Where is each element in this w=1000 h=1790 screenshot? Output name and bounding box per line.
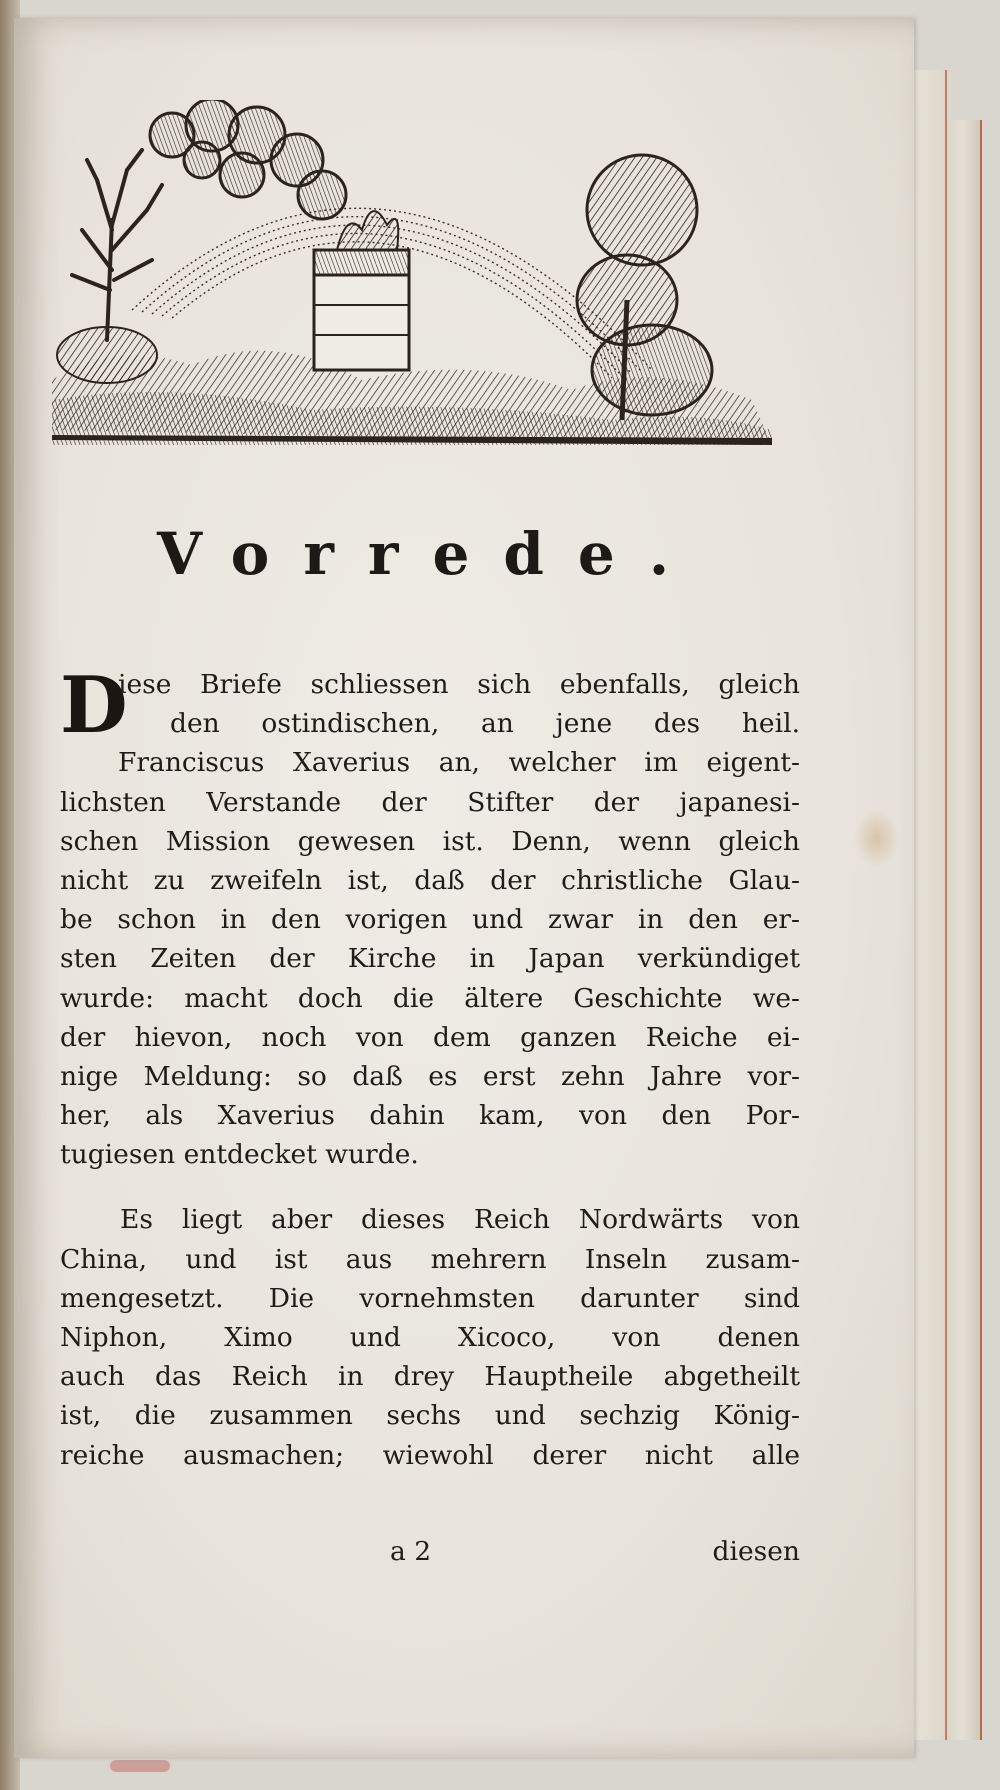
signature-mark: a 2 (390, 1536, 432, 1567)
text-line: mengesetzt. Die vornehmsten darunter sind (60, 1282, 800, 1314)
text-line: lichsten Verstande der Stifter der japanesi- (60, 786, 800, 818)
paragraph-2 (60, 1200, 800, 1474)
text-line: iese Briefe schliessen sich ebenfalls, gleich (118, 669, 800, 700)
page-title: Vorrede. (156, 520, 704, 588)
text-line: Franciscus Xaverius an, welcher im eigent- (118, 747, 800, 779)
text-line: der hievon, noch von dem ganzen Reiche ei- (60, 1021, 800, 1053)
smoke-cloud (150, 100, 346, 219)
drop-cap: D (60, 660, 128, 751)
text-line: nige Meldung: so daß es erst zehn Jahre vor- (60, 1060, 800, 1092)
red-edge-mark (110, 1760, 170, 1772)
text-line: den ostindischen, an jene des heil. (170, 708, 800, 740)
text-line: Niphon, Ximo und Xicoco, von denen (60, 1322, 800, 1353)
text-line: auch das Reich in drey Hauptheile abgetheilt (60, 1361, 800, 1393)
text-line: nicht zu zweifeln ist, daß der christliche Glau- (60, 864, 800, 896)
altar (314, 211, 409, 370)
right-tree (577, 155, 712, 420)
text-line: Es liegt aber dieses Reich Nordwärts von (120, 1204, 800, 1236)
text-line: wurde: macht doch die ältere Geschichte we- (60, 982, 800, 1014)
body-text (60, 660, 800, 1475)
text-line: ist, die zusammen sechs und sechzig König- (60, 1400, 800, 1432)
text-line: reiche ausmachen; wiewohl derer nicht alle (60, 1439, 800, 1471)
paragraph-1 (60, 660, 800, 1174)
text-line: her, als Xaverius dahin kam, von den Por- (60, 1100, 800, 1132)
text-line: China, und ist aus mehrern Inseln zusam- (60, 1243, 800, 1275)
woodcut-headpiece-illustration (52, 100, 772, 445)
text-line: schen Mission gewesen ist. Denn, wenn gleich (60, 825, 800, 857)
page-footer (60, 1536, 800, 1576)
text-line: tugiesen entdecket wurde. (60, 1139, 419, 1171)
text-line: sten Zeiten der Kirche in Japan verkündiget (60, 943, 800, 975)
catchword: diesen (712, 1536, 800, 1567)
foxing-stain (854, 808, 899, 868)
text-line: be schon in den vorigen und zwar in den er- (60, 904, 800, 936)
